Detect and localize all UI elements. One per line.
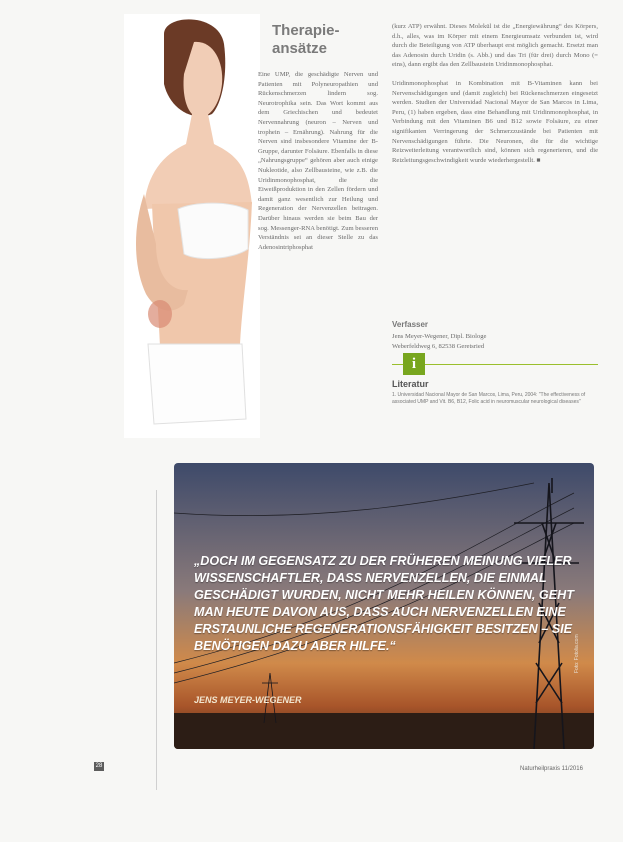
literature-heading: Literatur — [392, 379, 429, 389]
pull-quote: „DOCH IM GEGENSATZ ZU DER FRÜHEREN MEINUNG VIELER WISSENSCHAFTLER, DASS NERVENZELLEN, DIE EINMAL GESCHÄDIGT WURDEN, NICHT MEHR HEILEN KÖNNEN, GEHT MAN HEUTE DAVON AUS, DASS AUCH NERVENZELLEN EINE ERSTAUNLICHE REGENERATIONSFÄHIGKEIT BESITZEN – SIE BENÖTIGEN DAZU ABER HILFE.“ — [194, 554, 574, 653]
body-paragraph-1: (kurz ATP) erwähnt. Dieses Molekül ist die „Energiewährung“ des Körpers, d.h., alles, was im Körper mit einem Energieumsatz verbunden ist, wird durch die Beteiligung von ATP überhaupt erst möglich gemacht. Ersetzt man das Adenosin durch Uridin (s. Abb.) und das Tri (für drei) durch Mono (= eins), dann ergibt das den Zellbaustein Uridinmonophosphat. — [392, 23, 598, 69]
info-icon: i — [403, 353, 425, 375]
photo-credit: Foto: Fotolia.com — [574, 634, 580, 673]
margin-rule — [156, 490, 157, 790]
body-text-column-left: Eine UMP, die geschädigte Nerven und Patienten mit Polyneuropathien und Rückenschmerzen lindern sog. Neurotrophika sein. Das Wort kommt aus dem Griechischen und bedeutet Nervennahrung (neuron – Nerven und trophein – Ernährung). Nahrung für die Nerven sind insbesondere Vitamine der B-Gruppe, darunter Folsäure. Ebenfalls in diese „Nahrungsgruppe“ gehören aber auch einige Nukleotide, also Zellbausteine, wie z.B. die Uridinmonophosphat, die die Eiweißproduktion in den Zellen fördern und damit ganz wesentlich zur Heilung und Regeneration der Nervenzellen beitragen. Darüber hinaus werden sie beim Bau der sog. Messenger-RNA benötigt. Zum besseren Verständnis sei an dieser Stelle zu das Adenosintriphosphat — [258, 71, 379, 251]
quote-author: JENS MEYER-WEGENER — [194, 695, 302, 705]
body-paragraph-2: Uridinmonophosphat in Kombination mit B-Vitaminen kann bei Nervenschädigungen und (damit zugleich) bei Rückenschmerzen eingesetzt werden. Studien der Universidad Nacional Mayor de San Marcos in Lima, Peru, (1) haben ergeben, dass eine Behandlung mit Uridinmonophosphat, in Verbindung mit den Vitaminen B6 und B12 sowie Folsäure, zu einer signifikanten Verringerung der Schmerzzustände bei Patienten mit Nervenschädigungen führte. Die Neuronen, die für die wichtige Reizweiterleitung verantwortlich sind, können sich regenerieren, und die Reizleitungsgeschwindigkeit wurde wiederhergestellt. ■ — [392, 79, 598, 164]
literature-reference: 1. Universidad Nacional Mayor de San Marcos, Lima, Peru, 2004: "The effectiveness of associated UMP and Vit. B6, B12, Folic acid in neuromuscular neurological diseases" — [392, 392, 586, 405]
woman-back-photo — [124, 14, 260, 438]
page-number: 28 — [95, 763, 103, 769]
footer-publication: Naturheilpraxis 11/2016 — [520, 766, 583, 772]
author-heading: Verfasser — [392, 320, 429, 329]
body-text-column-right — [392, 22, 598, 174]
author-address: Weberfeldweg 6, 82538 Geretsried — [392, 342, 485, 350]
section-heading: Therapie- ansätze — [272, 22, 340, 57]
author-name: Jens Meyer-Wegener, Dipl. Biologe — [392, 333, 487, 340]
photo-illustration — [124, 14, 260, 438]
author-block — [392, 332, 598, 351]
quote-banner — [174, 463, 594, 749]
